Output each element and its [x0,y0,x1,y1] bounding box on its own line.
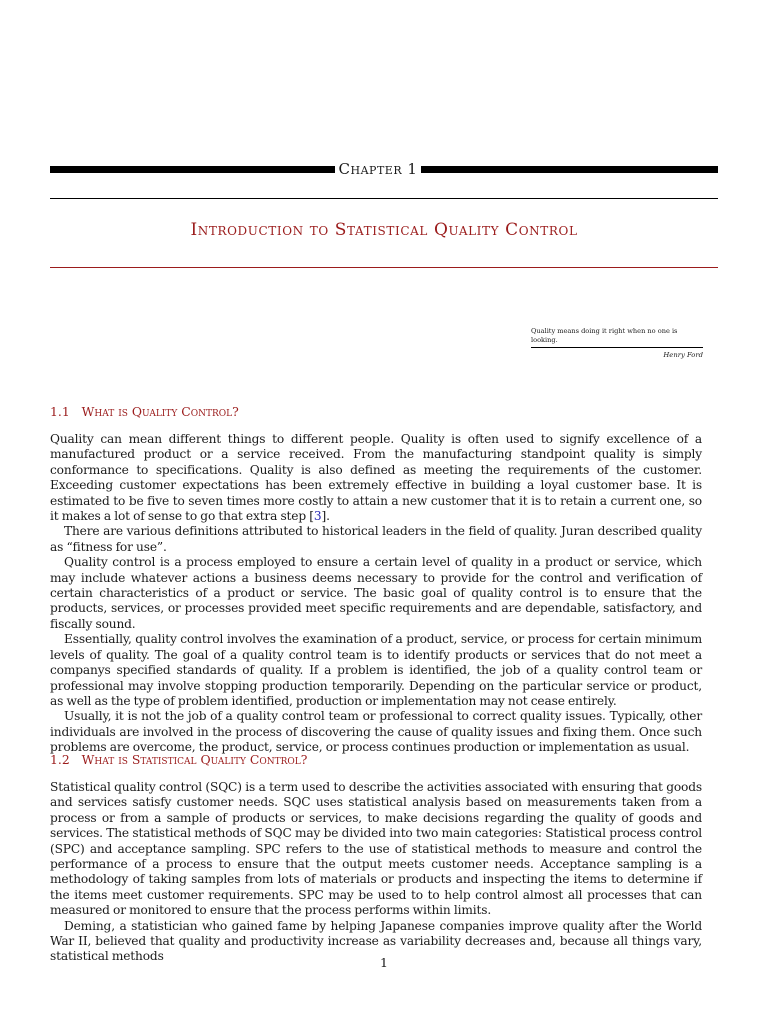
epigraph-rule [531,347,703,348]
epigraph-quote: Quality means doing it right when no one is looking. [531,327,678,344]
paragraph: Deming, a statistician who gained fame by helping Japanese companies improve quality after the World War II, believed that quality and productivity increase as variability decreases and, because all things vary, statistical methods [50,918,702,964]
page-number: 1 [380,955,388,970]
chapter-bar-right [421,166,718,173]
epigraph [531,327,703,359]
chapter-rule-top [50,198,718,199]
section-heading-1-2 [50,752,718,767]
chapter-title: Introduction to Statistical Quality Control [190,220,578,240]
section-title: What is Quality Control? [81,404,239,419]
section-body-1-2 [50,780,702,965]
section-body-1-1 [50,432,702,756]
paragraph: There are various definitions attributed to historical leaders in the field of quality. Juran described quality as “fitness for use”. [50,524,702,554]
paragraph: Statistical quality control (SQC) is a term used to describe the activities associated with ensuring that goods and services satisfy customer needs. SQC uses statistical analysis based on measurements taken from a process or from a sample of products or services, to make decisions regarding the quality of goods and services. The statistical methods of SQC may be divided into two main categories: Statistical process control (SPC) and acceptance sampling. SPC refers to the use of statistical methods to measure and control the performance of a process to ensure that the output meets customer needs. Acceptance sampling is a methodology of taking samples from lots of materials or products and inspecting the items to determine if the items meet customer requirements. SPC may be used to to help control almost all processes that can measured or monitored to ensure that the process performs within limits. [50,780,702,918]
chapter-bar-left [50,166,335,173]
paragraph [50,432,702,524]
chapter-rule-bottom [50,267,718,268]
chapter-label: Chapter 1 [338,160,418,178]
section-number: 1.1 [50,404,70,419]
citation-link[interactable]: 3 [313,509,322,524]
section-title: What is Statistical Quality Control? [81,752,308,767]
section-number: 1.2 [50,752,70,767]
paragraph: Quality control is a process employed to ensure a certain level of quality in a product or service, which may include whatever actions a business deems necessary to provide for the control and verification of certain characteristics of a product or service. The basic goal of quality control is to ensure that the products, services, or processes provided meet specific requirements and are dependable, satisfactory, and fiscally sound. [50,555,702,631]
paragraph-text: ]. [321,509,330,524]
paragraph-text: Quality can mean different things to different people. Quality is often used to signify excellence of a manufactured product or a service received. From the manufacturing standpoint quality is simply conformance to specifications. Quality is also defined as meeting the requirements of the customer. Exceeding customer expectations has been extremely effective in building a loyal customer base. It is estimated to be five to seven times more costly to attain a new customer that it is to retain a current one, so it makes a lot of sense to go that extra step [ [50,432,702,524]
paragraph: Usually, it is not the job of a quality control team or professional to correct quality issues. Typically, other individuals are involved in the process of discovering the cause of quality issues and fixing them. Once such problems are overcome, the product, service, or process continues production or implementation as usual. [50,709,702,755]
epigraph-author: Henry Ford [663,351,703,360]
chapter-header [50,160,718,178]
paragraph: Essentially, quality control involves the examination of a product, service, or process for certain minimum levels of quality. The goal of a quality control team is to identify products or services that do not meet a companys specified standards of quality. If a problem is identified, the job of a quality control team or professional may involve stopping production temporarily. Depending on the particular service or product, as well as the type of problem identified, production or implementation may not cease entirely. [50,632,702,708]
section-heading-1-1 [50,404,718,419]
